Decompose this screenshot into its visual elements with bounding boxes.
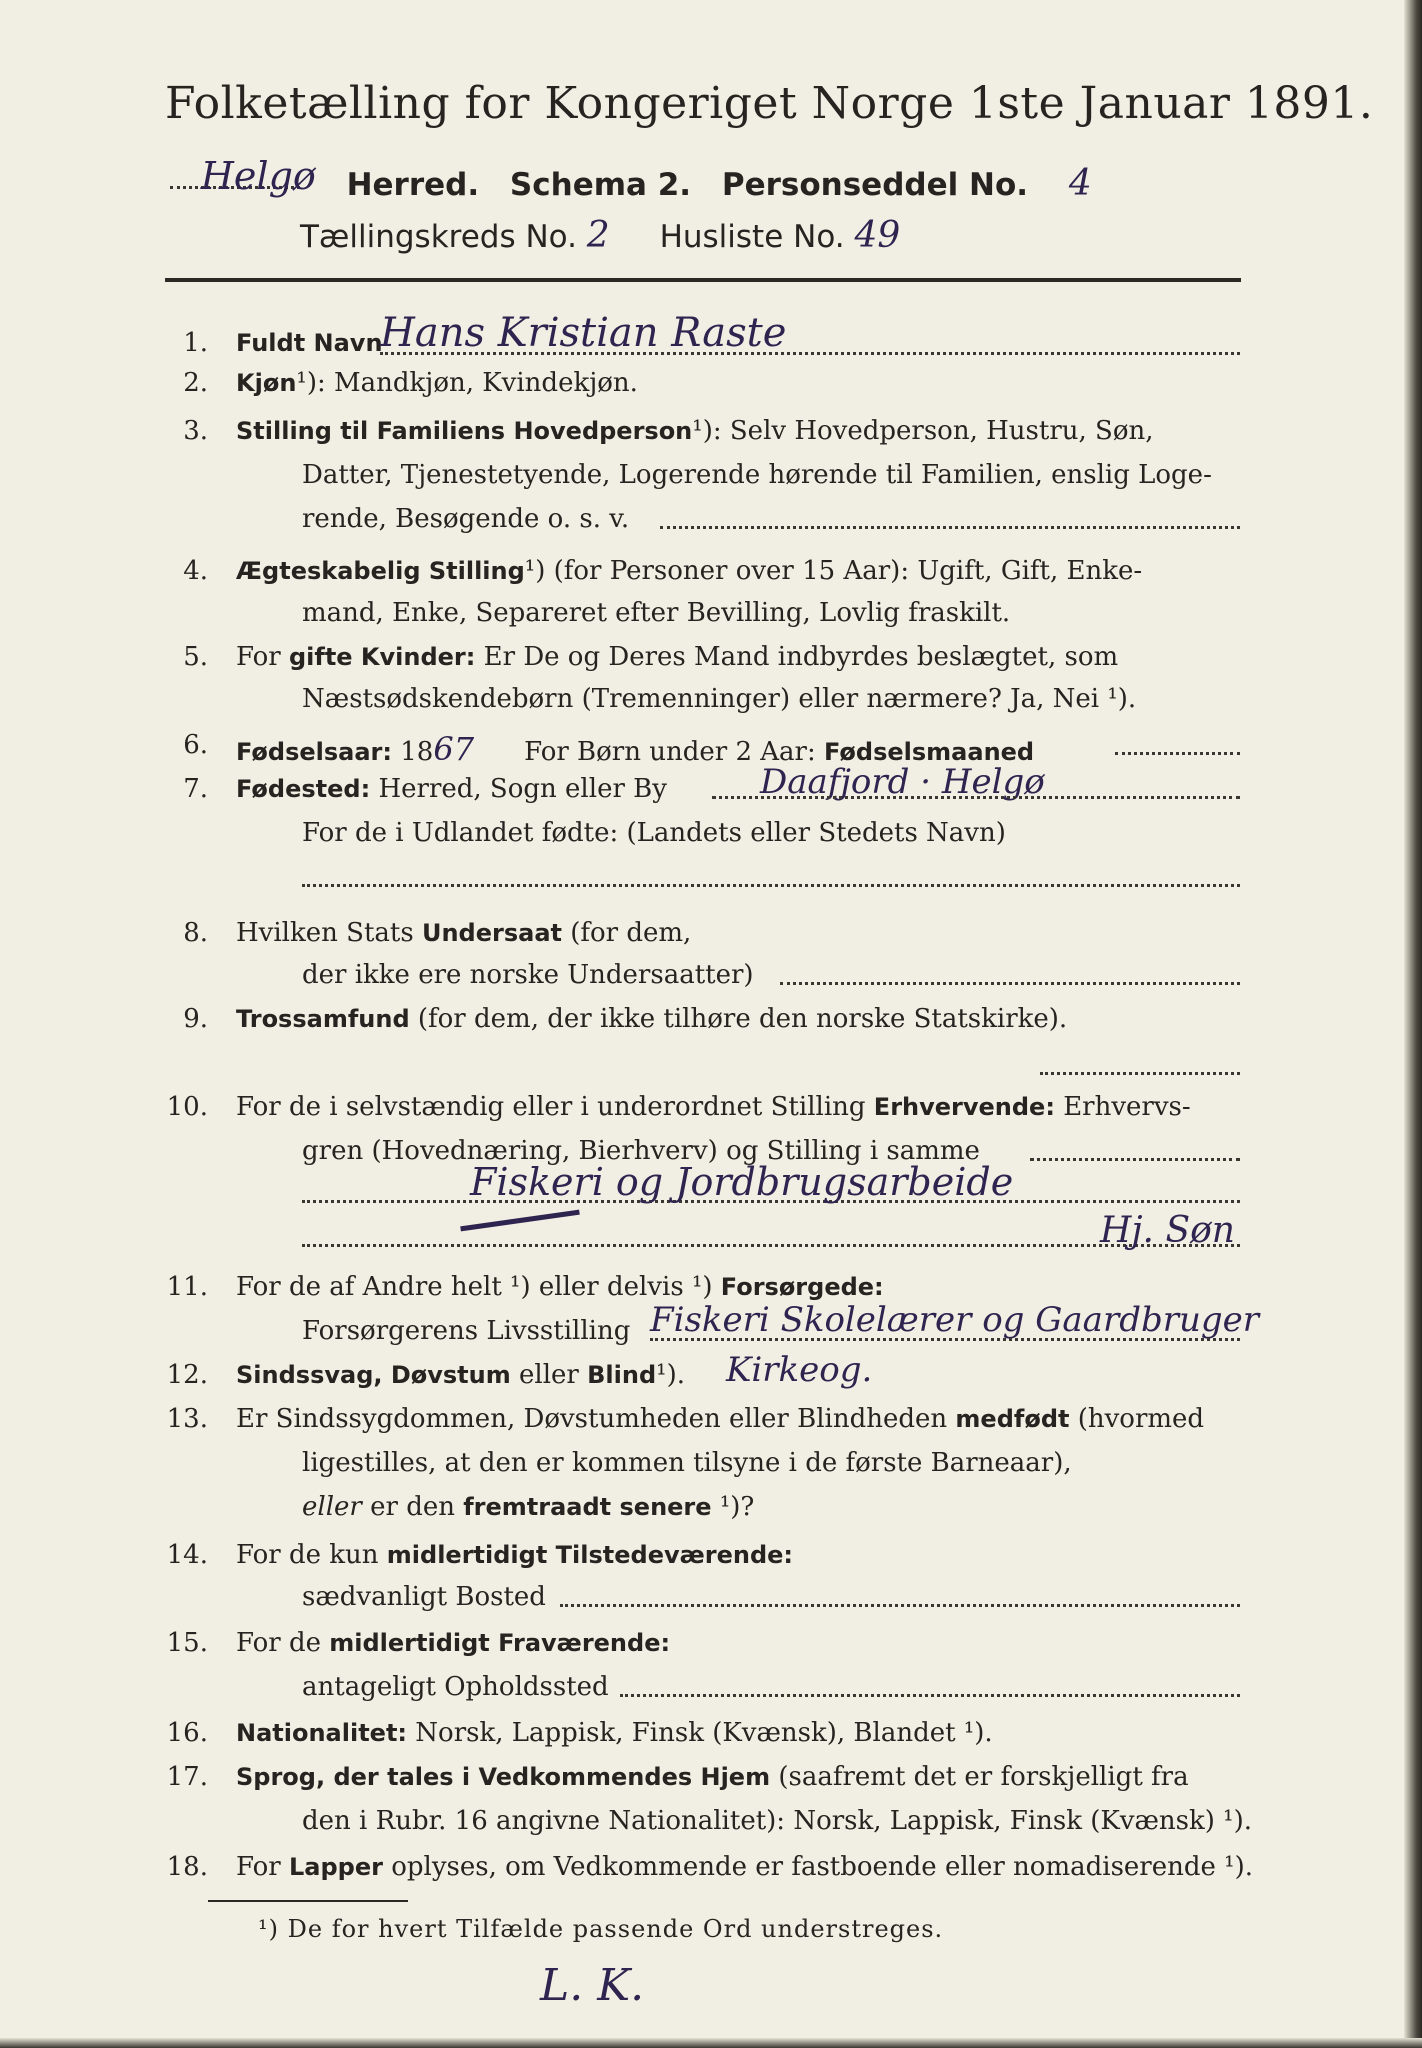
item-7-question-cont: For de i Udlandet fødte: (Landets eller Stedets Navn) (302, 818, 1006, 848)
herred-line (170, 154, 1112, 204)
item-8-line (780, 982, 1240, 985)
item-3-question-cont: Datter, Tjenestetyende, Logerende hørende til Familien, enslig Loge- (302, 460, 1212, 490)
item-12-number: 12. (166, 1360, 208, 1390)
item-14-line (560, 1604, 1240, 1607)
item-3-question-end: rende, Besøgende o. s. v. (302, 504, 630, 534)
footnote: ¹) De for hvert Tilfælde passende Ord understreges. (258, 1915, 944, 1943)
page-edge-right (1404, 0, 1422, 2048)
item-13-question-end: eller er den fremtraadt senere ¹)? (302, 1492, 755, 1522)
item-14-number: 14. (166, 1540, 208, 1570)
item-1-number: 1. (183, 328, 208, 358)
header-rule (165, 278, 1241, 282)
signature: L. K. (540, 1960, 645, 2011)
herred-label: Herred. (346, 167, 480, 203)
item-10-line (1030, 1158, 1240, 1161)
item-6-number: 6. (183, 730, 208, 760)
personseddel-value: 4 (1068, 163, 1092, 204)
page-edge-bottom (0, 2038, 1422, 2048)
item-1-question: Fuldt Navn (236, 329, 383, 357)
item-15-question-cont: antageligt Opholdssted (302, 1672, 609, 1702)
item-10-question-cont: gren (Hovednæring, Bierhverv) og Stilling i samme (302, 1136, 980, 1166)
item-2-question: Kjøn¹): Mandkjøn, Kvindekjøn. (236, 368, 638, 398)
item-10-number: 10. (166, 1092, 208, 1122)
item-4-question: Ægteskabelig Stilling¹) (for Personer over 15 Aar): Ugift, Gift, Enke- (236, 556, 1143, 586)
item-3-question: Stilling til Familiens Hovedperson¹): Selv Hovedperson, Hustru, Søn, (236, 416, 1154, 446)
item-12-answer: Kirkeog. (726, 1350, 873, 1390)
item-17-number: 17. (166, 1762, 208, 1792)
item-18-question: For Lapper oplyses, om Vedkommende er fastboende eller nomadiserende ¹). (236, 1852, 1253, 1882)
item-13-number: 13. (166, 1404, 208, 1434)
item-14-question-cont: sædvanligt Bosted (302, 1582, 546, 1612)
item-7-answer: Daafjord · Helgø (760, 762, 1045, 802)
item-6-line (1115, 752, 1240, 755)
item-11-line (650, 1338, 1240, 1341)
item-1-line (380, 352, 1240, 355)
item-12-question: Sindssvag, Døvstum eller Blind¹). (236, 1360, 685, 1390)
item-15-number: 15. (166, 1628, 208, 1658)
item-5-question-cont: Næstsødskendebørn (Tremenninger) eller nærmere? Ja, Nei ¹). (302, 684, 1137, 714)
item-7-line-2 (302, 884, 1240, 887)
kreds-label: Tællingskreds No. (300, 219, 577, 255)
item-15-line (620, 1694, 1240, 1697)
item-17-question-cont: den i Rubr. 16 angivne Nationalitet): Norsk, Lappisk, Finsk (Kvænsk) ¹). (302, 1806, 1253, 1836)
item-9-question: Trossamfund (for dem, der ikke tilhøre den norske Statskirke). (236, 1004, 1068, 1034)
schema-label: Schema 2. (509, 167, 692, 203)
item-1-answer: Hans Kristian Raste (380, 310, 787, 356)
item-16-question: Nationalitet: Norsk, Lappisk, Finsk (Kvænsk), Blandet ¹). (236, 1718, 993, 1748)
item-14-question: For de kun midlertidigt Tilstedeværende: (236, 1540, 794, 1570)
item-8-question: Hvilken Stats Undersaat (for dem, (236, 918, 692, 948)
item-7-number: 7. (183, 774, 208, 804)
item-11-number: 11. (166, 1272, 208, 1302)
item-11-answer: Fiskeri Skolelærer og Gaardbruger (650, 1300, 1260, 1340)
item-9-line (1040, 1072, 1240, 1075)
item-4-question-cont: mand, Enke, Separeret efter Bevilling, Lovlig fraskilt. (302, 598, 1011, 628)
item-11-question: For de af Andre helt ¹) eller delvis ¹) Forsørgede: (236, 1272, 884, 1302)
kreds-value: 2 (586, 215, 610, 256)
item-9-number: 9. (183, 1004, 208, 1034)
answer-strike-mark (460, 1210, 580, 1232)
form-title: Folketælling for Kongeriget Norge 1ste Januar 1891. (165, 78, 1374, 129)
item-8-number: 8. (183, 918, 208, 948)
item-8-question-cont: der ikke ere norske Undersaatter) (302, 960, 754, 990)
item-10-answer-2: Hj. Søn (1100, 1210, 1235, 1251)
item-5-number: 5. (183, 642, 208, 672)
footnote-rule (208, 1900, 408, 1902)
kreds-line (300, 215, 900, 256)
item-4-number: 4. (183, 556, 208, 586)
item-3-number: 3. (183, 416, 208, 446)
item-16-number: 16. (166, 1718, 208, 1748)
item-3-line (660, 526, 1240, 529)
item-11-question-cont: Forsørgerens Livsstilling (302, 1316, 631, 1346)
item-7-question: Fødested: Herred, Sogn eller By (236, 774, 667, 804)
item-5-question: For gifte Kvinder: Er De og Deres Mand indbyrdes beslægtet, som (236, 642, 1119, 672)
item-13-question: Er Sindssygdommen, Døvstumheden eller Blindheden medfødt (hvormed (236, 1404, 1205, 1434)
herred-value: Helgø (200, 154, 316, 198)
item-18-number: 18. (166, 1852, 208, 1882)
item-2-number: 2. (183, 368, 208, 398)
husliste-label: Husliste No. (659, 219, 845, 255)
item-10-question: For de i selvstændig eller i underordnet Stilling Erhvervende: Erhvervs- (236, 1092, 1191, 1122)
item-13-question-cont: ligestilles, at den er kommen tilsyne i de første Barneaar), (302, 1448, 1072, 1478)
item-7-line (712, 796, 1240, 799)
husliste-value: 49 (854, 215, 901, 256)
item-6-question: Fødselsaar: 1867 For Børn under 2 Aar: Fødselsmaaned (236, 730, 1035, 768)
item-15-question: For de midlertidigt Fraværende: (236, 1628, 671, 1658)
item-6-answer: 67 (433, 730, 475, 768)
personseddel-label: Personseddel No. (721, 167, 1029, 203)
item-10-answer: Fiskeri og Jordbrugsarbeide (470, 1160, 1014, 1204)
item-17-question: Sprog, der tales i Vedkommendes Hjem (saafremt det er forskjelligt fra (236, 1762, 1189, 1792)
